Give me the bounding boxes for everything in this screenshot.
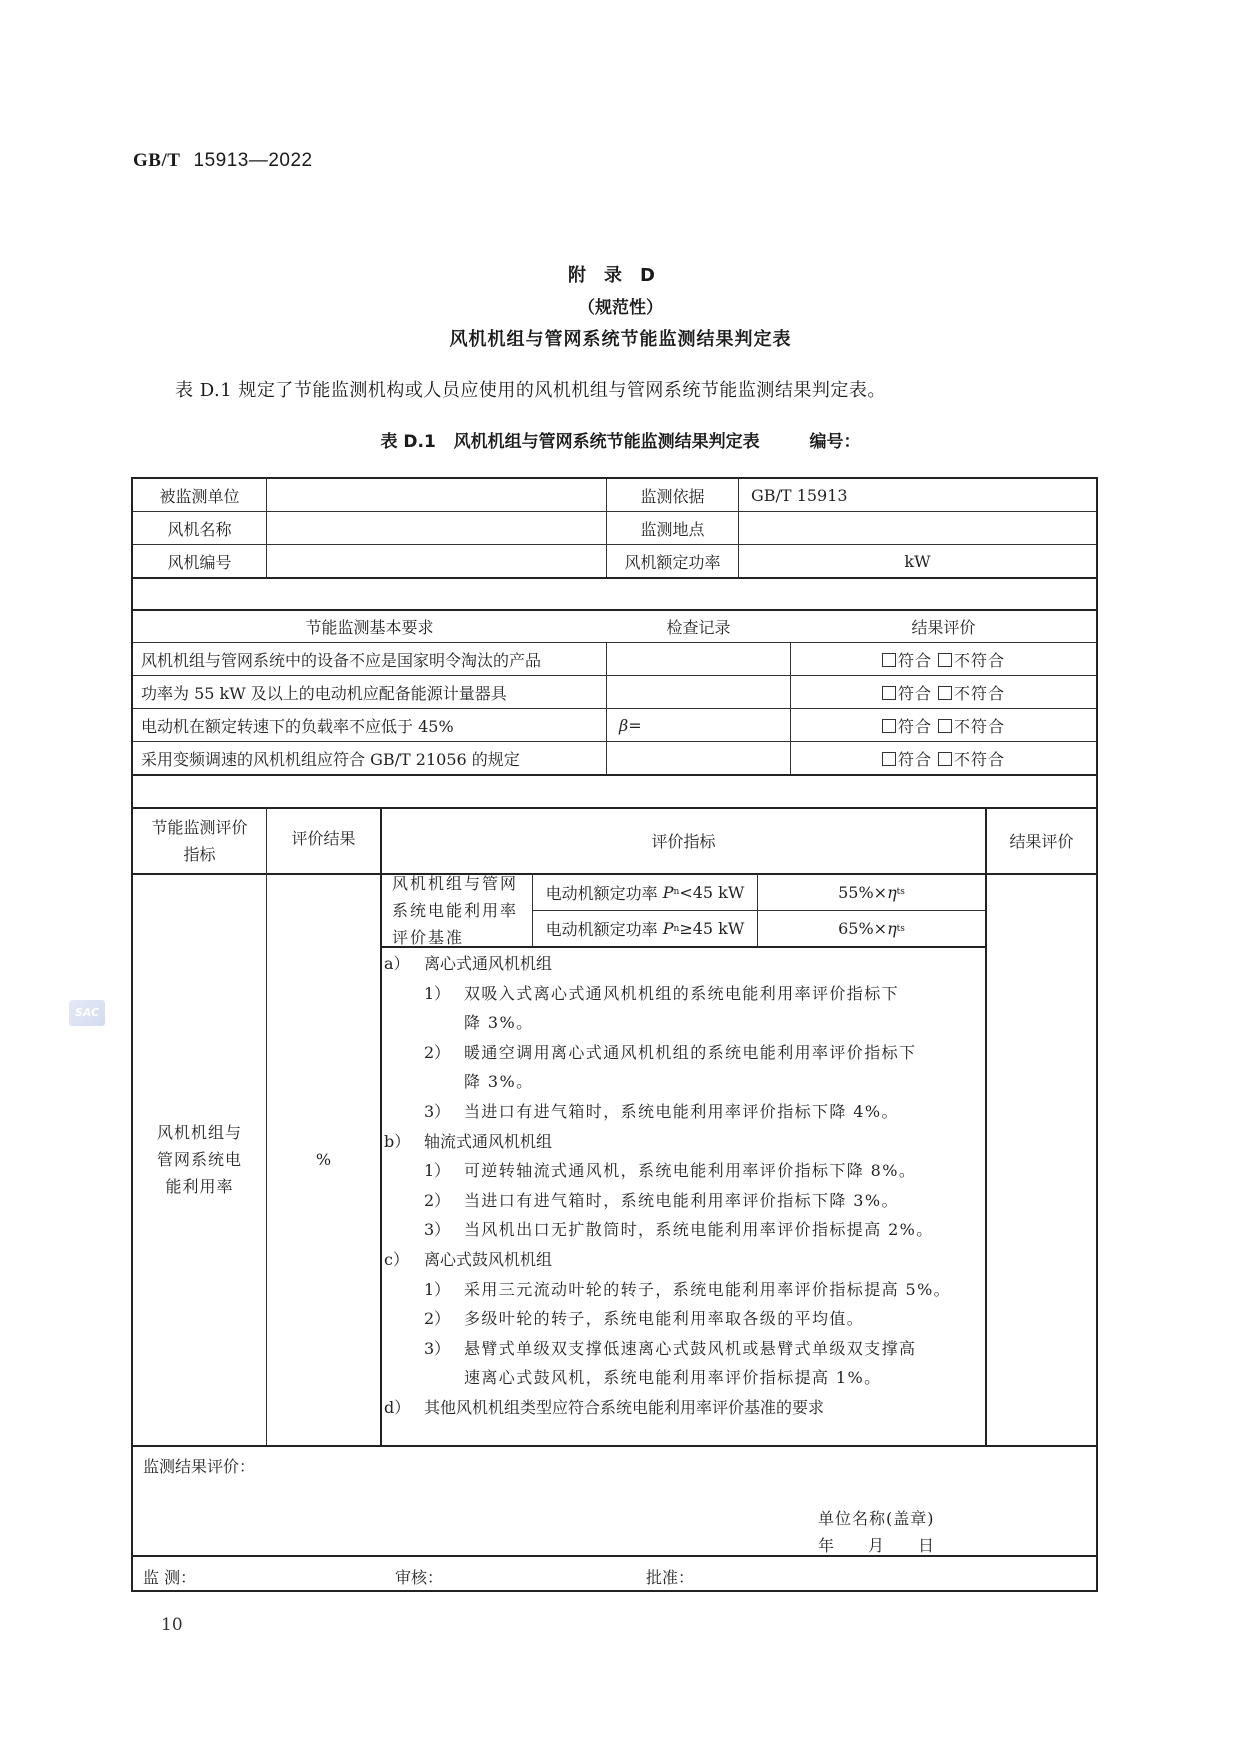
item-text: 暖通空调用离心式通风机机组的系统电能利用率评价指标下 xyxy=(464,1042,917,1062)
condition-text: 电动机额定功率 xyxy=(545,883,658,903)
table-caption-title: 风机机组与管网系统节能监测结果判定表 xyxy=(453,432,760,452)
option-pass-label: 符合 xyxy=(897,683,932,703)
option-fail[interactable] xyxy=(938,648,1005,671)
signature-approve[interactable]: 批准： xyxy=(646,1568,695,1587)
eta-symbol: η xyxy=(887,919,897,938)
field-monitoring-site[interactable] xyxy=(739,512,1096,544)
item-marker: 3） xyxy=(424,1220,451,1240)
field-monitored-unit[interactable] xyxy=(267,479,606,511)
option-pass-label: 符合 xyxy=(897,716,932,736)
eta-symbol: η xyxy=(887,882,897,902)
adjustment-item xyxy=(380,1215,985,1245)
record-1[interactable] xyxy=(607,643,790,675)
checkbox-icon[interactable] xyxy=(938,719,952,733)
header-inspection-record: 检查记录 xyxy=(666,617,731,637)
item-continuation: 降 3%。 xyxy=(464,1072,534,1092)
adjustment-item xyxy=(380,979,985,1009)
item-continuation: 速离心式鼓风机，系统电能利用率评价指标提高 1%。 xyxy=(464,1368,882,1388)
group-title: 离心式通风机机组 xyxy=(424,954,553,973)
option-pass-label: 符合 xyxy=(897,749,932,769)
item-text: 当风机出口无扩散筒时，系统电能利用率评价指标提高 2%。 xyxy=(464,1220,934,1240)
item-text: 多级叶轮的转子，系统电能利用率取各级的平均值。 xyxy=(464,1309,865,1329)
checkbox-icon[interactable] xyxy=(882,686,896,700)
label-monitored-unit: 被监测单位 xyxy=(159,486,240,506)
option-pass-label: 符合 xyxy=(897,650,932,670)
group-title: 离心式鼓风机机组 xyxy=(424,1249,553,1269)
condition-op: <45 kW xyxy=(679,882,745,902)
annex-label: 附录D xyxy=(568,265,673,286)
option-fail[interactable] xyxy=(938,747,1005,770)
annex-type: （规范性） xyxy=(578,298,663,318)
checkbox-icon[interactable] xyxy=(938,686,952,700)
date-month-label: 月 xyxy=(868,1536,885,1555)
record-4[interactable] xyxy=(607,742,790,774)
adjustment-item xyxy=(380,1186,985,1216)
item-text: 当进口有进气箱时，系统电能利用率评价指标下降 3%。 xyxy=(464,1190,899,1210)
group-marker: c） xyxy=(384,1249,409,1269)
item-marker: 3） xyxy=(424,1338,451,1358)
table-caption-label: 表 D.1 xyxy=(380,432,436,452)
option-fail-label: 不符合 xyxy=(954,683,1006,703)
adjustment-item xyxy=(380,1038,985,1068)
header-indicator: 节能监测评价指标 xyxy=(151,817,248,864)
header-evaluation-result: 评价结果 xyxy=(291,828,356,848)
adjustment-item xyxy=(380,1304,985,1334)
header-criteria: 评价指标 xyxy=(651,832,716,851)
requirement-4: 采用变频调速的风机机组应符合 GB/T 21056 的规定 xyxy=(141,749,520,769)
field-monitoring-basis[interactable]: GB/T 15913 xyxy=(751,485,848,505)
table-caption xyxy=(0,427,1241,452)
signature-review[interactable]: 审核： xyxy=(395,1568,444,1587)
power-subscript: n xyxy=(673,887,680,897)
item-text: 双吸入式离心式通风机机组的系统电能利用率评价指标下 xyxy=(464,983,900,1003)
option-pass[interactable] xyxy=(882,747,932,770)
page-number: 10 xyxy=(161,1615,183,1635)
requirement-2: 功率为 55 kW 及以上的电动机应配备能源计量器具 xyxy=(141,683,507,703)
adjustment-group xyxy=(380,1245,985,1275)
standard-code xyxy=(133,149,313,172)
record-3[interactable]: β= xyxy=(619,715,642,735)
group-marker: a） xyxy=(384,954,410,973)
judgement-field[interactable] xyxy=(987,874,1096,1445)
option-fail[interactable] xyxy=(938,681,1005,704)
item-text: 可逆转轴流式通风机，系统电能利用率评价指标下降 8%。 xyxy=(464,1161,917,1181)
option-pass[interactable] xyxy=(882,681,932,704)
label-rated-power: 风机额定功率 xyxy=(624,552,721,572)
group-marker: b） xyxy=(384,1131,411,1151)
record-2[interactable] xyxy=(607,676,790,708)
item-marker: 1） xyxy=(424,983,451,1003)
baseline-value-1 xyxy=(758,874,985,910)
header-judgement: 结果评价 xyxy=(1009,832,1074,851)
adjustment-rules xyxy=(380,949,985,1423)
option-fail-label: 不符合 xyxy=(954,749,1006,769)
table-number-label: 编号： xyxy=(809,432,861,452)
standard-number: 15913—2022 xyxy=(193,150,313,171)
date-day-label: 日 xyxy=(918,1536,935,1555)
label-fan-id: 风机编号 xyxy=(167,552,232,572)
item-marker: 1） xyxy=(424,1279,451,1299)
option-fail[interactable] xyxy=(938,714,1005,737)
adjustment-group xyxy=(380,1393,985,1423)
adjustment-group xyxy=(380,949,985,979)
baseline-value-2 xyxy=(758,911,985,946)
header-basic-requirements: 节能监测基本要求 xyxy=(305,617,434,637)
item-marker: 2） xyxy=(424,1190,451,1210)
power-symbol: P xyxy=(662,919,674,938)
option-pass[interactable] xyxy=(882,648,932,671)
group-title: 轴流式通风机机组 xyxy=(424,1131,553,1151)
eta-subscript: ts xyxy=(896,923,905,934)
item-text: 当进口有进气箱时，系统电能利用率评价指标下降 4%。 xyxy=(464,1101,899,1121)
standard-prefix: GB/T xyxy=(133,150,181,171)
requirement-3: 电动机在额定转速下的负载率不应低于 45% xyxy=(141,716,454,736)
power-symbol: P xyxy=(662,882,674,902)
eta-subscript: ts xyxy=(896,887,905,897)
checkbox-icon[interactable] xyxy=(938,653,952,667)
baseline-percent: 55%× xyxy=(838,882,888,902)
result-2 xyxy=(791,676,1096,708)
label-fan-name: 风机名称 xyxy=(167,519,232,539)
org-stamp-label: 单位名称(盖章) xyxy=(818,1509,935,1528)
option-fail-label: 不符合 xyxy=(954,716,1006,736)
checkbox-icon[interactable] xyxy=(882,719,896,733)
item-text: 采用三元流动叶轮的转子，系统电能利用率评价指标提高 5%。 xyxy=(464,1279,952,1299)
result-3 xyxy=(791,709,1096,741)
group-marker: d） xyxy=(384,1397,411,1417)
item-marker: 3） xyxy=(424,1101,451,1121)
checkbox-icon[interactable] xyxy=(882,752,896,766)
checkbox-icon[interactable] xyxy=(938,752,952,766)
adjustment-item xyxy=(380,1275,985,1305)
requirement-1: 风机机组与管网系统中的设备不应是国家明令淘汰的产品 xyxy=(141,650,542,670)
condition-op: ≥45 kW xyxy=(679,919,745,938)
baseline-condition-2 xyxy=(533,911,757,946)
conclusion-label: 监测结果评价： xyxy=(143,1457,256,1476)
label-monitoring-basis: 监测依据 xyxy=(640,486,705,506)
baseline-label: 风机机组与管网系统电能利用率评价基准 xyxy=(392,873,519,947)
item-marker: 2） xyxy=(424,1309,451,1329)
power-subscript: n xyxy=(673,923,680,934)
item-continuation: 降 3%。 xyxy=(464,1013,534,1033)
baseline-condition-1 xyxy=(533,874,757,910)
field-rated-power[interactable]: kW xyxy=(904,551,931,571)
baseline-percent: 65%× xyxy=(838,919,888,938)
adjustment-group xyxy=(380,1127,985,1157)
condition-text: 电动机额定功率 xyxy=(545,920,658,939)
adjustment-item xyxy=(380,1334,985,1364)
result-4 xyxy=(791,742,1096,774)
field-fan-id[interactable] xyxy=(267,545,606,577)
item-marker: 1） xyxy=(424,1161,451,1181)
intro-paragraph: 表 D.1 规定了节能监测机构或人员应使用的风机机组与管网系统节能监测结果判定表。 xyxy=(175,380,886,401)
indicator-name: 风机机组与管网系统电能利用率 xyxy=(156,1123,242,1196)
label-monitoring-site: 监测地点 xyxy=(640,519,705,539)
item-text: 悬臂式单级双支撑低速离心式鼓风机或悬臂式单级双支撑高 xyxy=(464,1338,917,1358)
item-marker: 2） xyxy=(424,1042,451,1062)
result-1 xyxy=(791,643,1096,675)
sac-watermark-logo: SAC xyxy=(69,1000,105,1026)
evaluation-result-field[interactable]: % xyxy=(315,1150,332,1169)
checkbox-icon[interactable] xyxy=(882,653,896,667)
annex-title: 风机机组与管网系统节能监测结果判定表 xyxy=(449,329,792,350)
group-title: 其他风机机组类型应符合系统电能利用率评价基准的要求 xyxy=(424,1397,825,1417)
date-year-label: 年 xyxy=(818,1536,835,1555)
adjustment-item xyxy=(380,1097,985,1127)
header-result-evaluation: 结果评价 xyxy=(911,617,976,637)
option-fail-label: 不符合 xyxy=(954,650,1006,670)
adjustment-item xyxy=(380,1156,985,1186)
signature-monitor[interactable]: 监 测： xyxy=(143,1568,197,1587)
option-pass[interactable] xyxy=(882,714,932,737)
field-fan-name[interactable] xyxy=(267,512,606,544)
